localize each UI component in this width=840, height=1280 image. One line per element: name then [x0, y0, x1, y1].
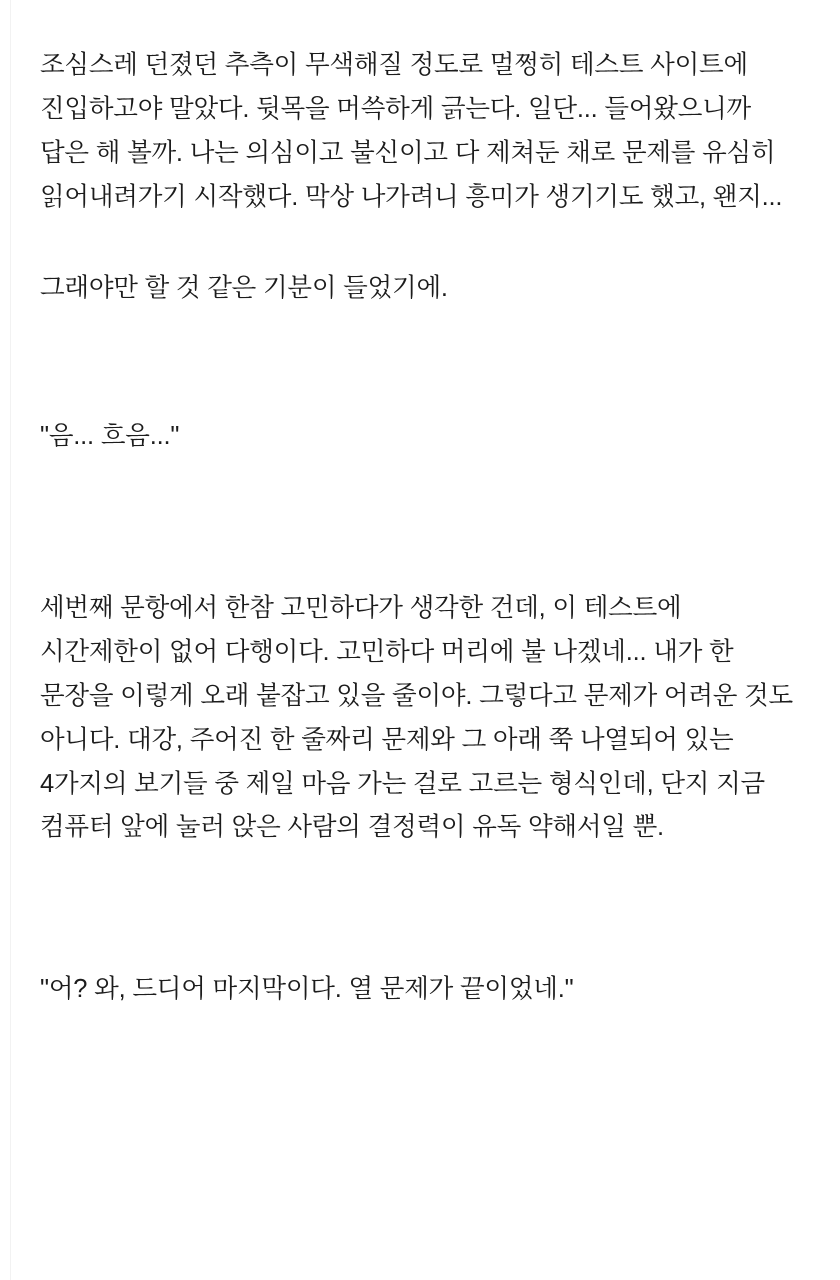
page-left-margin-rule [0, 0, 11, 1280]
dialogue-line-1: "음... 흐음..." [40, 422, 180, 451]
paragraph-spacer-3 [40, 459, 796, 587]
paragraph-3: 세번째 문항에서 한참 고민하다가 생각한 건데, 이 테스트에 시간제한이 없어 다행이다. 고민하다 머리에 불 나겠네... 내가 한 문장을 이렇게 오래 붙잡고 있을 줄이야. 그렇다고 문제가 어려운 것도 아니다. 대강, 주어진 한 줄짜리 문제와 그 아래 쭉 나열되어 있는 4가지의 보기들 중 제일 마음 가는 걸로 고르는 형식인데, 단지 지금 컴퓨터 앞에 눌러 앉은 사람의 결정력이 유독 약해서일 뿐. [40, 594, 800, 842]
paragraph-spacer-1 [40, 219, 796, 267]
paragraph-2: 그래야만 할 것 같은 기분이 들었기에. [40, 274, 448, 303]
paragraph-1: 조심스레 던졌던 추측이 무색해질 정도로 멀쩡히 테스트 사이트에 진입하고야 말았다. 뒷목을 머쓱하게 긁는다. 일단... 들어왔으니까 답은 해 볼까. 나는 의심이고 불신이고 다 제쳐둔 채로 문제를 유심히 읽어내려가기 시작했다. 막상 나가려니 흥미가 생기기도 했고, 왠지... [40, 51, 783, 211]
dialogue-line-2: "어? 와, 드디어 마지막이다. 열 문제가 끝이었네." [40, 975, 574, 1004]
paragraph-spacer-2 [40, 311, 796, 415]
paragraph-spacer-4 [40, 850, 796, 968]
article-body [40, 44, 800, 1012]
